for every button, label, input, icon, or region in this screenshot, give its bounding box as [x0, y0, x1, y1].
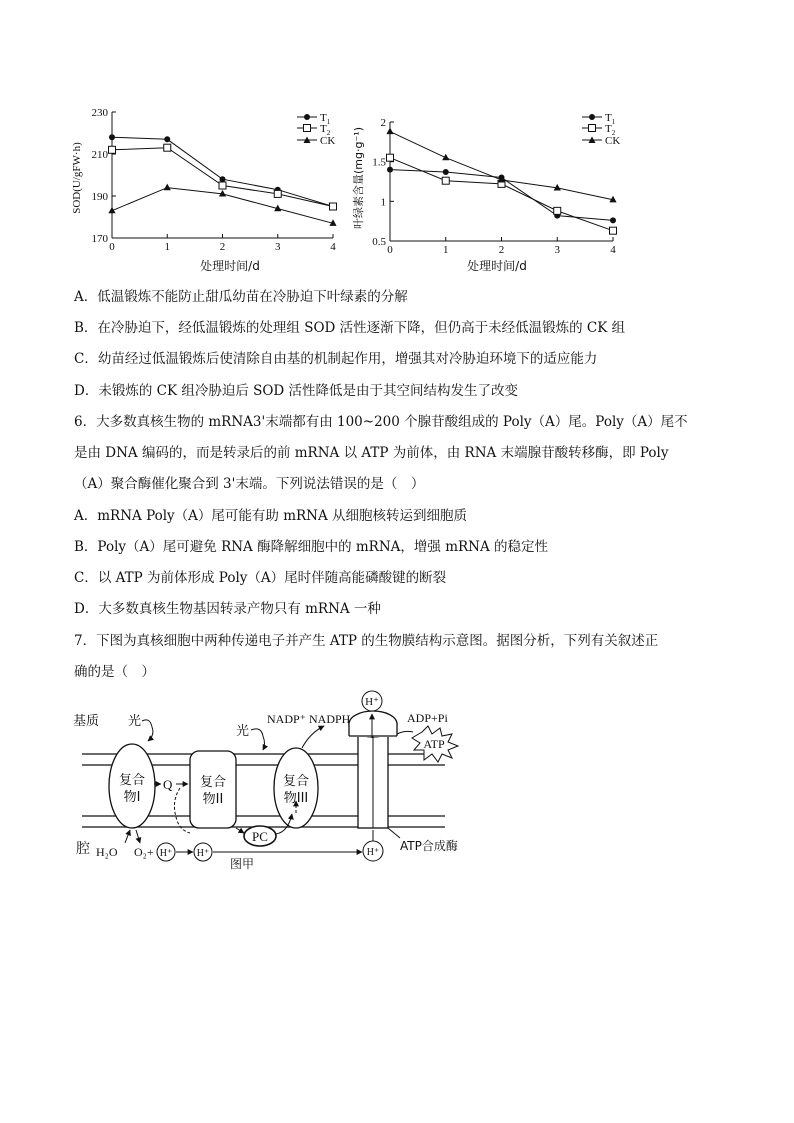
h2o-label: H₂O	[96, 845, 118, 859]
x-tick-label: 1	[443, 244, 449, 256]
point-t2	[330, 203, 337, 210]
q6-option-c: C．以 ATP 为前体形成 Poly（A）尾时伴随高能磷酸键的断裂	[74, 570, 447, 586]
svg-text:物I: 物I	[123, 790, 141, 805]
series-line-t2	[390, 158, 613, 231]
q7-stem-line-2: 确的是（ ）	[74, 664, 155, 680]
q6-stem-line-1: 6．大多数真核生物的 mRNA3'末端都有由 100~200 个腺苷酸组成的 Poly（A）尾。Poly（A）尾不	[74, 414, 688, 430]
y-tick-label: 1.5	[372, 156, 386, 169]
chlorophyll-chart-xlabel: 处理时间/d	[467, 259, 527, 273]
svg-text:复合: 复合	[199, 775, 227, 790]
svg-text:CK: CK	[605, 135, 621, 147]
h-plus-top	[362, 691, 382, 711]
atp-synthase	[349, 711, 397, 828]
q-label: Q	[163, 777, 173, 792]
complex-3	[274, 748, 318, 828]
point-t2	[554, 207, 561, 214]
svg-text:H⁺: H⁺	[365, 696, 379, 708]
svg-text:H⁺: H⁺	[366, 847, 380, 858]
y-tick-label: 230	[91, 107, 108, 119]
complex-2	[190, 751, 236, 828]
nadph-label: NADPH	[309, 712, 351, 726]
sod-chart	[60, 100, 360, 275]
light-label-1: 光	[128, 714, 142, 729]
sod-chart-xlabel: 处理时间/d	[200, 259, 260, 273]
point-t2	[109, 146, 116, 153]
svg-text:T2: $T_2$	[320, 123, 331, 137]
y-tick-label: 0.5	[372, 236, 386, 248]
svg-text:H⁺: H⁺	[159, 848, 173, 859]
point-t1	[443, 169, 449, 175]
q6-option-b: B．Poly（A）尾可避免 RNA 酶降解细胞中的 mRNA，增强 mRNA 的稳定性	[74, 539, 549, 555]
x-tick-label: 1	[164, 241, 170, 253]
svg-text:物II: 物II	[202, 792, 224, 807]
atp-burst	[412, 726, 458, 762]
y-tick-label: 210	[91, 149, 108, 161]
light-label-2: 光	[236, 724, 250, 739]
svg-text:T1: $T_1$	[320, 112, 331, 126]
h-plus-lumen-2	[194, 843, 212, 861]
sod-chart-marks	[108, 134, 336, 226]
y-tick-label: 2	[380, 117, 386, 129]
atp-synthase-label: ATP合成酶	[400, 839, 458, 853]
chlorophyll-chart-legend	[582, 112, 620, 147]
point-t1	[109, 134, 115, 140]
q6-stem-line-3: （A）聚合酶催化聚合到 3'末端。下列说法错误的是（ ）	[74, 476, 425, 492]
svg-text:复合: 复合	[118, 773, 146, 788]
lumen-label: 腔	[76, 841, 90, 857]
svg-text:复合: 复合	[282, 774, 310, 789]
chlorophyll-chart-axes	[372, 117, 616, 256]
point-t1	[220, 176, 226, 182]
point-t1	[387, 167, 393, 173]
q5-option-d: D．未锻炼的 CK 组冷胁迫后 SOD 活性降低是由于其空间结构发生了改变	[74, 383, 519, 399]
q5-option-a: A．低温锻炼不能防止甜瓜幼苗在冷胁迫下叶绿素的分解	[74, 289, 408, 305]
q7-stem-line-1: 7．下图为真核细胞中两种传递电子并产生 ATP 的生物膜结构示意图。据图分析，下列有关叙述正	[74, 633, 659, 649]
q5-option-c: C．幼苗经过低温锻炼后使清除自由基的机制起作用，增强其对冷胁迫环境下的适应能力	[74, 351, 598, 367]
complex-1	[109, 744, 155, 828]
figure-caption: 图甲	[230, 857, 255, 871]
svg-text:T1: $T_1$	[605, 112, 616, 126]
x-tick-label: 4	[330, 241, 336, 253]
y-tick-label: 1	[380, 196, 386, 209]
point-t2	[219, 182, 226, 189]
x-tick-label: 4	[610, 244, 616, 256]
q6-stem-line-2: 是由 DNA 编码的，而是转录后的前 mRNA 以 ATP 为前体，由 RNA 末端腺苷酸转移酶，即 Poly	[74, 445, 669, 461]
chlorophyll-chart-ylabel: 叶绿素含量(mg·g⁻¹)	[352, 127, 365, 229]
sod-chart-legend	[297, 112, 335, 147]
stroma-label: 基质	[73, 714, 100, 729]
svg-text:CK: CK	[320, 135, 336, 147]
svg-text:物III: 物III	[283, 791, 309, 806]
adp-pi-label: ADP+Pi	[407, 711, 448, 725]
x-tick-label: 0	[387, 244, 393, 256]
chlorophyll-chart-marks	[386, 128, 616, 235]
x-tick-label: 0	[109, 241, 115, 253]
q5-option-b: B．在冷胁迫下，经低温锻炼的处理组 SOD 活性逐渐下降，但仍高于未经低温锻炼的 CK 组	[74, 320, 626, 336]
y-tick-label: 190	[91, 191, 108, 203]
point-t1	[164, 136, 170, 142]
q6-option-a: A．mRNA Poly（A）尾可能有助 mRNA 从细胞核转运到细胞质	[74, 508, 468, 524]
x-tick-label: 3	[554, 244, 560, 256]
point-t2	[442, 177, 449, 184]
point-t1	[610, 217, 616, 223]
point-ck	[164, 184, 171, 191]
chlorophyll-chart	[345, 100, 645, 275]
q6-option-d: D．大多数真核生物基因转录产物只有 mRNA 一种	[74, 601, 381, 617]
svg-text:ATP: ATP	[423, 737, 445, 751]
svg-text:H⁺: H⁺	[196, 848, 210, 859]
point-t2	[274, 190, 281, 197]
nadp-label: NADP⁺	[267, 712, 307, 726]
sod-chart-ylabel: SOD(U/gFW·h)	[71, 142, 83, 214]
o2-label: O₂+	[134, 845, 154, 859]
x-tick-label: 2	[498, 244, 505, 256]
x-tick-label: 2	[219, 241, 226, 253]
x-tick-label: 3	[275, 241, 281, 253]
membrane-diagram	[70, 688, 490, 873]
svg-text:T2: $T_2$	[605, 123, 616, 137]
y-tick-label: 170	[91, 233, 108, 245]
pc-label: PC	[252, 829, 268, 844]
h-plus-lumen-3	[363, 841, 383, 861]
point-t2	[164, 144, 171, 151]
point-t2	[610, 227, 617, 234]
point-t2	[387, 154, 394, 161]
point-ck	[386, 128, 393, 135]
h-plus-lumen-1	[157, 843, 175, 861]
series-line-ck	[390, 132, 613, 200]
